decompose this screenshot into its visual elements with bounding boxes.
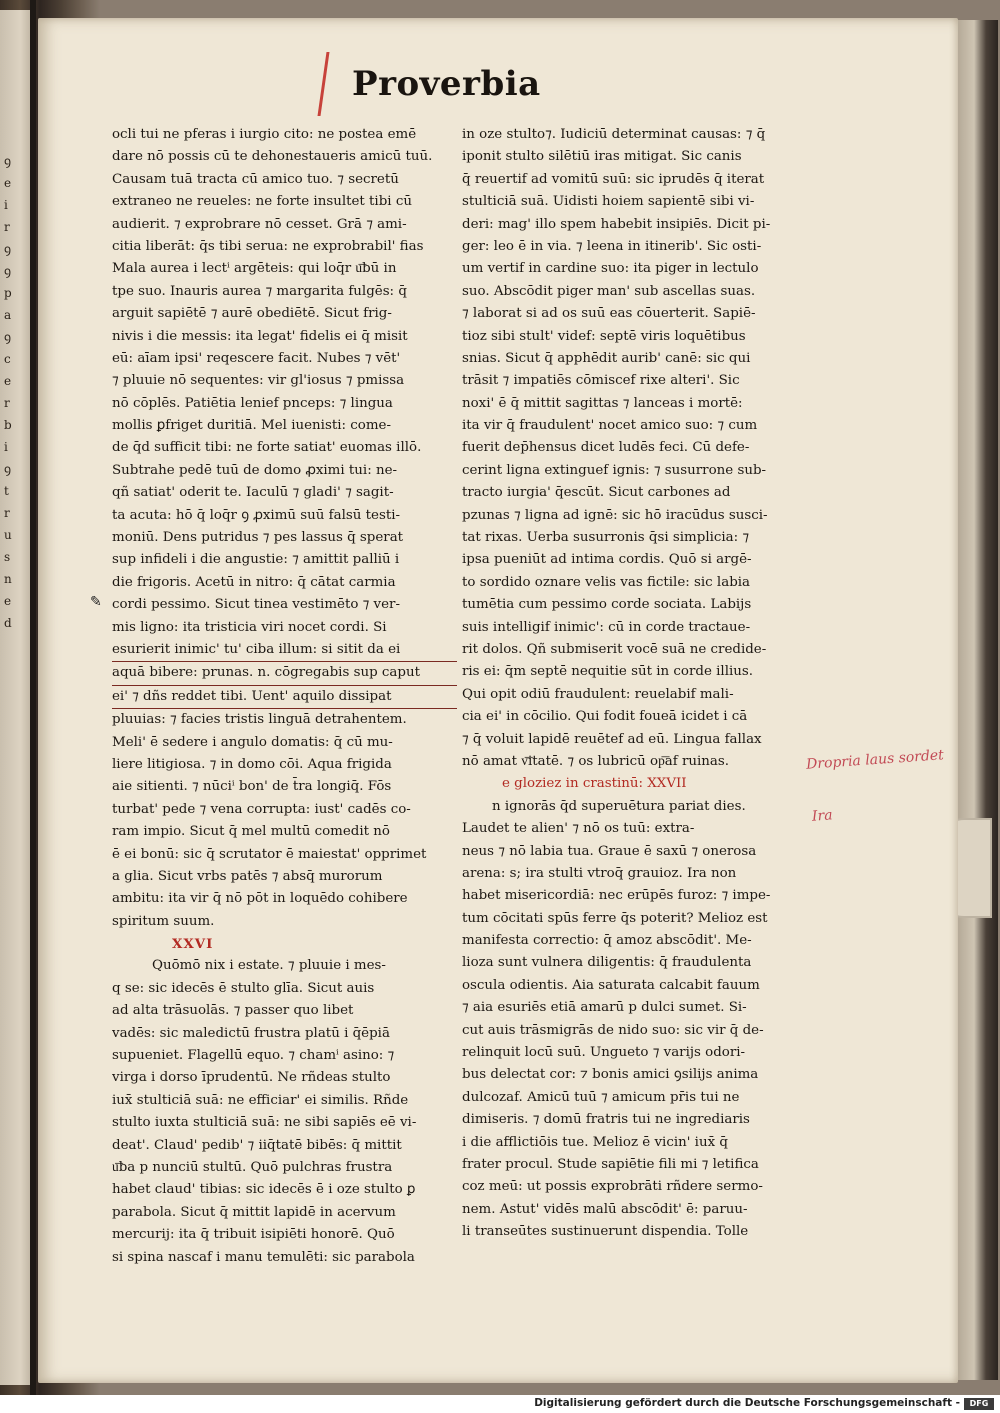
chapter-number: XXVI [172, 936, 214, 953]
text-column-right [462, 124, 807, 1244]
text-line: rit dolos. Qñ submiserit vocē suā ne credide- [462, 641, 767, 657]
facing-page-glyph: u [4, 528, 12, 542]
text-line: tat rixas. Uerba susurronis q̄si simplicia: ⁊ [462, 530, 750, 546]
margin-note-laus: Dropria laus sordet [805, 747, 945, 773]
text-line: tum cōcitati spūs ferre q̄s poterit? Melioz est [462, 910, 768, 926]
book-fore-edge [958, 20, 998, 1380]
text-line: fuerit dep̄hensus dicet ludēs feci. Cū defe- [462, 440, 750, 456]
chapter-line: e gloziez in crastinū: XXVII [502, 776, 687, 792]
text-line: iux̄ stulticiā suā: ne efficiar' ei similis. Rñde [112, 1092, 409, 1108]
text-line: die frigoris. Acetū in nitro: q̄ cātat carmia [112, 574, 396, 590]
facing-page-glyph: p [4, 286, 12, 300]
text-line: mollis ꝑfriget duritiā. Mel iuenisti: come- [112, 418, 391, 434]
text-line: u͞ba p nunciū stultū. Quō pulchras frustra [112, 1159, 393, 1175]
text-line: spiritum suum. [112, 913, 215, 929]
text-line: nō amat v͞itatē. ⁊ os lubricū op͞af ruinas. [462, 753, 730, 769]
text-line: ita vir q̄ fraudulent' nocet amico suo: ⁊ cum [462, 418, 758, 434]
text-line: virga i dorso īprudentū. Ne rñdeas stulto [112, 1070, 391, 1086]
text-line: snias. Sicut q̄ apphēdit aurib' canē: sic qui [462, 350, 751, 366]
text-line: arguit sapiētē ⁊ aurē obediētē. Sicut frig- [112, 306, 392, 322]
text-column-left [112, 124, 457, 1269]
text-line: esurierit inimic' tu' ciba illum: si sitit da ei [112, 639, 457, 662]
text-line: supueniet. Flagellū equo. ⁊ chamⁱ asino: ⁊ [112, 1048, 395, 1064]
text-line: tpe suo. Inauris aurea ⁊ margarita fulgēs: q̄ [112, 283, 407, 299]
text-line: cordi pessimo. Sicut tinea vestimēto ⁊ ver- [112, 597, 400, 613]
text-line: trāsit ⁊ impatiēs cōmiscef rixe alteri'. Sic [462, 373, 740, 389]
facing-page-glyph: i [4, 440, 8, 454]
text-line: nō cōplēs. Patiētia lenief pnceps: ⁊ lingua [112, 395, 393, 411]
facing-page-glyph: ꝯ [4, 462, 12, 476]
text-line: citia liberāt: q̄s tibi serua: ne exprobrabil' fias [112, 238, 424, 254]
text-line: aquā bibere: prunas. n. cōgregabis sup caput [112, 662, 457, 685]
text-line: dare nō possis cū te dehonestaueris amicū tuū. [112, 149, 433, 165]
text-line: ta acuta: hō q̄ loq̄r ꝯ ꝓximū suū falsū testi- [112, 507, 401, 523]
facing-page-fragments [4, 150, 30, 634]
text-line: suis intelligif inimic': cū in corde tractaue- [462, 619, 751, 635]
text-line: li transeūtes sustinuerunt dispendia. Tolle [462, 1224, 749, 1240]
text-line: nem. Astut' vidēs malū abscōdit' ē: paruu- [462, 1201, 748, 1217]
text-line: ris ei: q̄m septē nequitie sūt in corde illius. [462, 664, 754, 680]
facing-page-glyph: t [4, 484, 9, 498]
text-line [462, 796, 807, 818]
margin-note-ira: Ira [811, 807, 834, 825]
text-line: Quōmō nix i estate. ⁊ pluuie i mes- [152, 958, 386, 974]
text-line: extraneo ne reueles: ne forte insultet tibi cū [112, 194, 412, 210]
text-line: si spina nascaf i manu temulēti: sic parabola [112, 1249, 415, 1265]
text-line: in oze stulto⁊. Iudiciū determinat causas: ⁊ q̄ [462, 127, 766, 142]
text-line: deat'. Claud' pedib' ⁊ iiq̄tatē bibēs: q̄ mittit [112, 1137, 402, 1153]
facing-page-glyph: r [4, 220, 10, 234]
facing-page-glyph: n [4, 572, 12, 586]
text-line: sup infideli i die angustie: ⁊ amittit palliū i [112, 552, 400, 568]
text-line: Subtrahe pedē tuū de domo ꝓximi tui: ne- [112, 462, 398, 478]
text-line: arena: s; ira stulti vtroq̄ grauioz. Ira non [462, 865, 737, 881]
facing-page-glyph: b [4, 418, 12, 432]
text-line: ei' ⁊ dñs reddet tibi. Uent' aquilo dissipat [112, 686, 457, 709]
facing-page-glyph: ꝯ [4, 154, 12, 168]
text-line: ⁊ laborat si ad os suū eas cōuerterit. Sapiē- [462, 306, 756, 322]
text-line: cerint ligna extinguef ignis: ⁊ susurrone sub- [462, 462, 767, 478]
text-line: noxi' ē q̄ mittit sagittas ⁊ lanceas i mortē: [462, 395, 743, 411]
text-line: iponit stulto silētiū iras mitigat. Sic canis [462, 149, 742, 165]
text-line-content: se: sic idecēs ē stulto glīa. Sicut auis [124, 980, 375, 996]
text-line: q̄ reuertif ad vomitū suū: sic iprudēs q̄ iterat [462, 171, 765, 187]
text-line: ē ei bonū: sic q̄ scrutator ē maiestat' opprimet [112, 846, 427, 862]
text-line: moniū. Dens putridus ⁊ pes lassus q̄ sperat [112, 530, 404, 546]
text-line: audierit. ⁊ exprobrare nō cesset. Grā ⁊ ami- [112, 216, 407, 232]
text-line: eū: aīam ipsi' reqescere facit. Nubes ⁊ vēt' [112, 350, 401, 366]
text-line: dulcozaf. Amicū tuū ⁊ amicum pr̄is tui ne [462, 1089, 740, 1105]
text-line: habet claud' tibias: sic idecēs ē i oze stulto ꝑ [112, 1182, 416, 1198]
text-line: aie sitienti. ⁊ nūciⁱ bon' de t̄ra longiq̄. Fōs [112, 779, 392, 795]
guide-letter: q [112, 980, 125, 996]
text-line: vadēs: sic maledictū frustra platū i q̄ēpiā [112, 1025, 390, 1041]
text-line: pluuias: ⁊ facies tristis linguā detrahentem. [112, 712, 407, 728]
text-line: ipsa pueniūt ad intima cordis. Quō si argē- [462, 552, 752, 568]
facing-page-glyph: i [4, 198, 8, 212]
text-line: tumētia cum pessimo corde sociata. Labijs [462, 597, 752, 613]
text-line: tioz sibi stult' videf: septē viris loquētibus [462, 328, 746, 344]
text-line: lioza sunt vulnera diligentis: q̄ fraudulenta [462, 955, 752, 971]
text-line: oscula odientis. Aia saturata calcabit fauum [462, 977, 760, 993]
text-line [112, 978, 457, 1000]
text-line: dimiseris. ⁊ domū fratris tui ne ingrediaris [462, 1112, 750, 1128]
digitization-credit: Digitalisierung gefördert durch die Deutsche Forschungsgemeinschaft - [534, 1397, 960, 1409]
facing-page-glyph: c [4, 352, 11, 366]
text-line: a glia. Sicut vrbs patēs ⁊ absq̄ murorum [112, 868, 383, 884]
facing-page-glyph: d [4, 616, 12, 630]
text-line: suo. Abscōdit piger man' sub ascellas suas. [462, 283, 756, 299]
guide-letter: n [492, 798, 505, 814]
text-line: mercurij: ita q̄ tribuit isipiēti honorē. Quō [112, 1227, 395, 1243]
text-line: Causam tuā tracta cū amico tuo. ⁊ secretū [112, 171, 399, 187]
text-line: de q̄d sufficit tibi: ne forte satiat' euomas illō. [112, 440, 422, 456]
text-line: parabola. Sicut q̄ mittit lapidē in acervum [112, 1204, 396, 1220]
text-line: Meli' ē sedere i angulo domatis: q̄ cū mu- [112, 734, 393, 750]
text-line: habet misericordiā: nec erūpēs furoz: ⁊ impe- [462, 888, 771, 904]
text-line: mis ligno: ita tristicia viri nocet cordi. Si [112, 619, 387, 635]
text-line: cut auis trāsmigrās de nido suo: sic vir q̄ de- [462, 1022, 764, 1038]
facing-page-glyph: e [4, 374, 12, 388]
text-line: stulto iuxta stulticiā suā: ne sibi sapiēs eē vi- [112, 1115, 417, 1131]
facing-page-glyph: r [4, 506, 10, 520]
margin-pointer: ✎ [90, 594, 102, 610]
text-line: liere litigiosa. ⁊ in domo cōi. Aqua frigida [112, 756, 392, 772]
text-line: to sordido oznare velis vas fictile: sic labia [462, 574, 751, 590]
facing-page-glyph: e [4, 594, 12, 608]
text-line: bus delectat cor: ⁊ bonis amici ꝯsilijs anima [462, 1067, 759, 1083]
text-line: ocli tui ne pferas i iurgio cito: ne postea emē [112, 127, 417, 142]
text-line: um vertif in cardine suo: ita piger in lectulo [462, 261, 759, 277]
text-line-content: ignorās q̄d superuētura pariat dies. [504, 798, 746, 814]
facing-page-glyph: r [4, 396, 10, 410]
text-line: Laudet te alien' ⁊ nō os tuū: extra- [462, 821, 695, 837]
text-line: Qui opit odiū fraudulent: reuelabif mali- [462, 686, 734, 702]
text-line: deri: mag' illo spem habebit insipiēs. Dicit pi- [462, 216, 771, 232]
facing-page-glyph: s [4, 550, 11, 564]
text-line: i die afflictiōis tue. Melioz ē vicin' iux̄ q̄ [462, 1134, 728, 1150]
text-line: relinquit locū suū. Ungueto ⁊ varijs odori- [462, 1045, 746, 1061]
text-line: ⁊ aia esuriēs etiā amarū p dulci sumet. Si- [462, 1000, 747, 1016]
text-line: ad alta trāsuolās. ⁊ passer quo libet [112, 1003, 354, 1019]
text-line: pzunas ⁊ ligna ad ignē: sic hō iracūdus susci- [462, 507, 768, 523]
text-line: stulticiā suā. Uidisti hoiem sapientē sibi vi- [462, 194, 755, 210]
text-line: ambitu: ita vir q̄ nō pōt in loquēdo cohibere [112, 891, 408, 907]
text-line: turbat' pede ⁊ vena corrupta: iust' cadēs co- [112, 801, 411, 817]
text-line: qñ satiat' oderit te. Iaculū ⁊ gladi' ⁊ sagit- [112, 485, 394, 501]
text-line: ⁊ pluuie nō sequentes: vir gl'iosus ⁊ pmissa [112, 373, 405, 389]
text-line: nivis i die messis: ita legat' fidelis ei q̄ misit [112, 328, 408, 344]
facing-page-glyph: e [4, 176, 12, 190]
text-line: neus ⁊ nō labia tua. Graue ē saxū ⁊ onerosa [462, 843, 757, 859]
text-line: tracto iurgia' q̄escūt. Sicut carbones ad [462, 485, 731, 501]
facing-page-glyph: ꝯ [4, 330, 12, 344]
text-line: ram impio. Sicut q̄ mel multū comedit nō [112, 824, 390, 840]
facing-page-glyph: ꝯ [4, 264, 12, 278]
running-header: Proverbia [352, 64, 541, 104]
text-line: frater procul. Stude sapiētie fili mi ⁊ letifica [462, 1156, 759, 1172]
dfg-logo: DFG [964, 1398, 994, 1410]
book-gutter [30, 0, 36, 1395]
text-line: coz meū: ut possis exprobrāti rñdere sermo- [462, 1179, 763, 1195]
text-line: ⁊ q̄ voluit lapidē reuētef ad eū. Lingua fallax [462, 731, 762, 747]
text-line: Mala aurea i lectⁱ argēteis: qui loq̄r u͞bū in [112, 261, 397, 277]
text-line: ger: leo ē in via. ⁊ leena in itinerib'. Sic osti- [462, 238, 762, 254]
facing-page-glyph: a [4, 308, 12, 322]
text-line: manifesta correctio: q̄ amoz abscōdit'. Me- [462, 933, 752, 949]
text-line: cia ei' in cōcilio. Qui fodit foueā icidet i cā [462, 709, 748, 725]
facing-page-glyph: ꝯ [4, 242, 12, 256]
